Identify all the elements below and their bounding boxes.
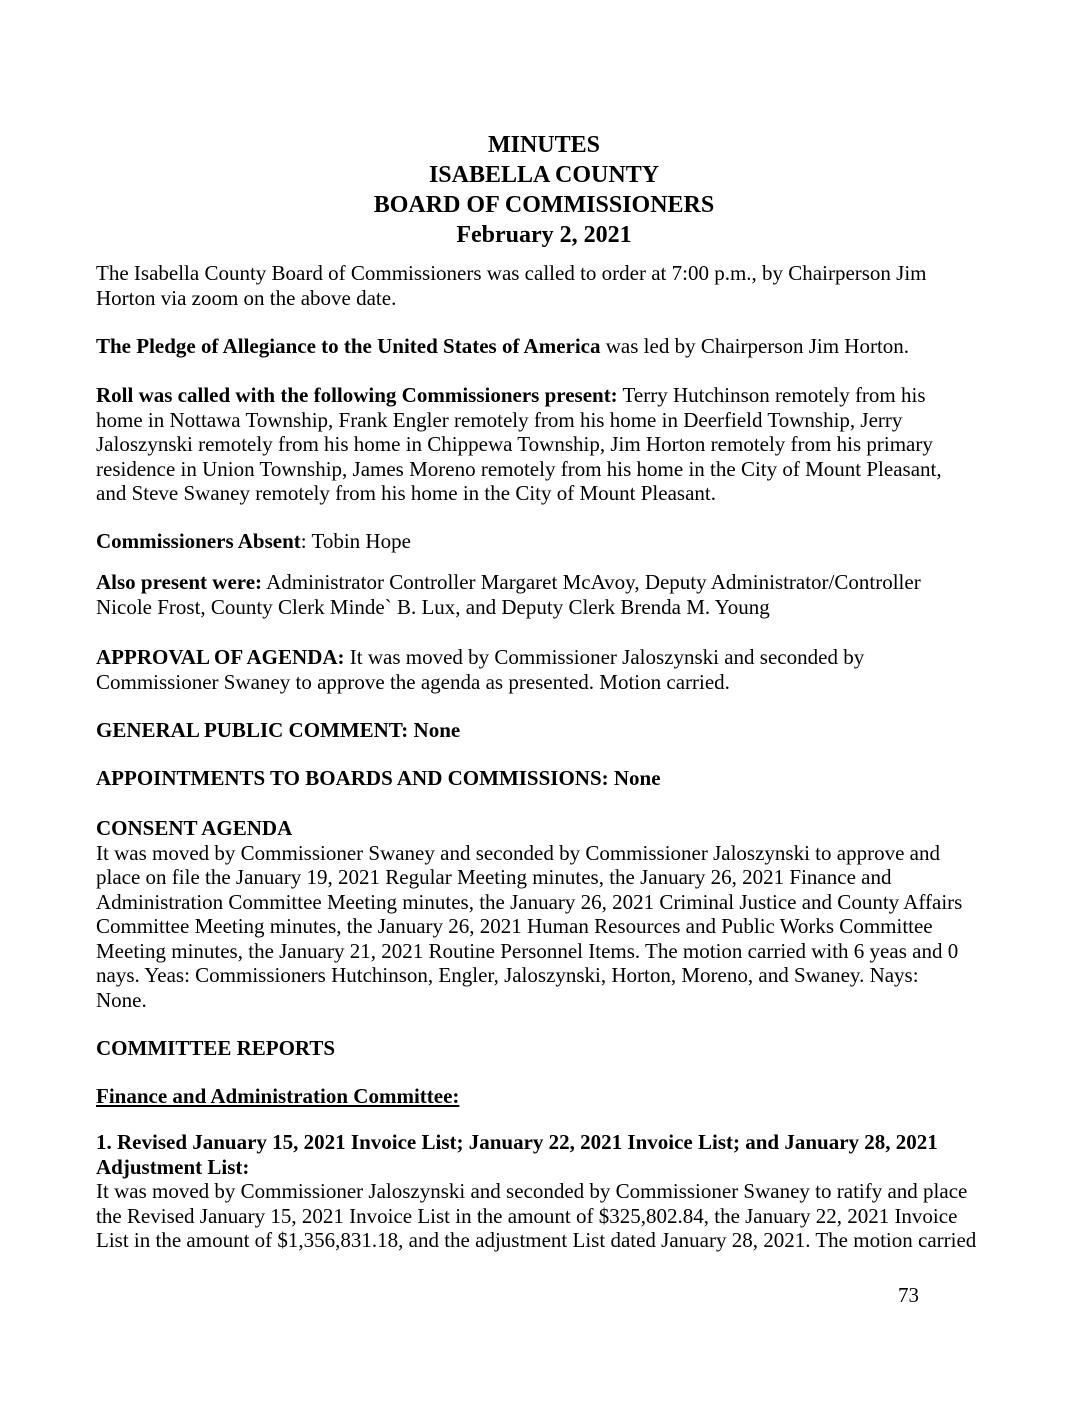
minutes-title — [0, 130, 1088, 250]
roll-call-paragraph: Roll was called with the following Commissioners present: Terry Hutchinson remotely from his home in Nottawa Township, Frank Engler remotely from his home in Deerfield Township, Jerry Jaloszynski remotely from his home in Chippewa Township, Jim Horton remotely from his primary residence in Union Township, James Moreno remotely from his home in the City of Mount Pleasant, and Steve Swaney remotely from his home in the City of Mount Pleasant. — [96, 383, 942, 505]
title-line-county: ISABELLA COUNTY — [428, 162, 660, 188]
pledge-paragraph: The Pledge of Allegiance to the United States of America was led by Chairperson Jim Horton. — [96, 334, 910, 358]
finance-committee-heading: Finance and Administration Committee: — [96, 1084, 460, 1108]
appointments-heading: APPOINTMENTS TO BOARDS AND COMMISSIONS: None — [96, 766, 661, 790]
public-comment-heading: GENERAL PUBLIC COMMENT: None — [96, 718, 461, 742]
committee-reports-heading: COMMITTEE REPORTS — [96, 1036, 336, 1060]
title-line-date: February 2, 2021 — [456, 222, 632, 248]
invoice-item-heading: 1. Revised January 15, 2021 Invoice List; January 22, 2021 Invoice List; and January 28, 2021 — [96, 1130, 938, 1154]
invoice-list-item: 1. Revised January 15, 2021 Invoice List; January 22, 2021 Invoice List; and January 28, 2021 Adjustment List: It was moved by Commissioner Jaloszynski and seconded by Commissioner Swaney to ratify and place the Revised January 15, 2021 Invoice List in the amount of $325,802.84, the January 22, 2021 Invoice List in the amount of $1,356,831.18, and the adjustment List dated January 28, 2021. The motion carried — [96, 1130, 996, 1253]
absent-paragraph: Commissioners Absent: Tobin Hope — [96, 529, 411, 553]
title-line-board: BOARD OF COMMISSIONERS — [373, 192, 715, 218]
title-line-minutes: MINUTES — [487, 132, 601, 158]
intro-paragraph: The Isabella County Board of Commissioners was called to order at 7:00 p.m., by Chairperson Jim Horton via zoom on the above date. — [96, 261, 927, 310]
approval-of-agenda-paragraph: APPROVAL OF AGENDA: It was moved by Commissioner Jaloszynski and seconded by Commissioner Swaney to approve the agenda as presented. Motion carried. — [96, 645, 865, 694]
consent-agenda-section: CONSENT AGENDA It was moved by Commissioner Swaney and seconded by Commissioner Jaloszynski to approve and place on file the January 19, 2021 Regular Meeting minutes, the January 26, 2021 Finance and Administration Committee Meeting minutes, the January 26, 2021 Criminal Justice and County Affairs Committee Meeting minutes, the January 26, 2021 Human Resources and Public Works Committee Meeting minutes, the January 21, 2021 Routine Personnel Items. The motion carried with 6 yeas and 0 nays. Yeas: Commissioners Hutchinson, Engler, Jaloszynski, Horton, Moreno, and Swaney. Nays: None. — [96, 816, 996, 1012]
also-present-paragraph: Also present were: Administrator Controller Margaret McAvoy, Deputy Administrator/Controller Nicole Frost, County Clerk Minde` B. Lux, and Deputy Clerk Brenda M. Young — [96, 570, 921, 619]
consent-agenda-heading: CONSENT AGENDA — [96, 816, 293, 840]
page-number: 73 — [898, 1283, 919, 1307]
